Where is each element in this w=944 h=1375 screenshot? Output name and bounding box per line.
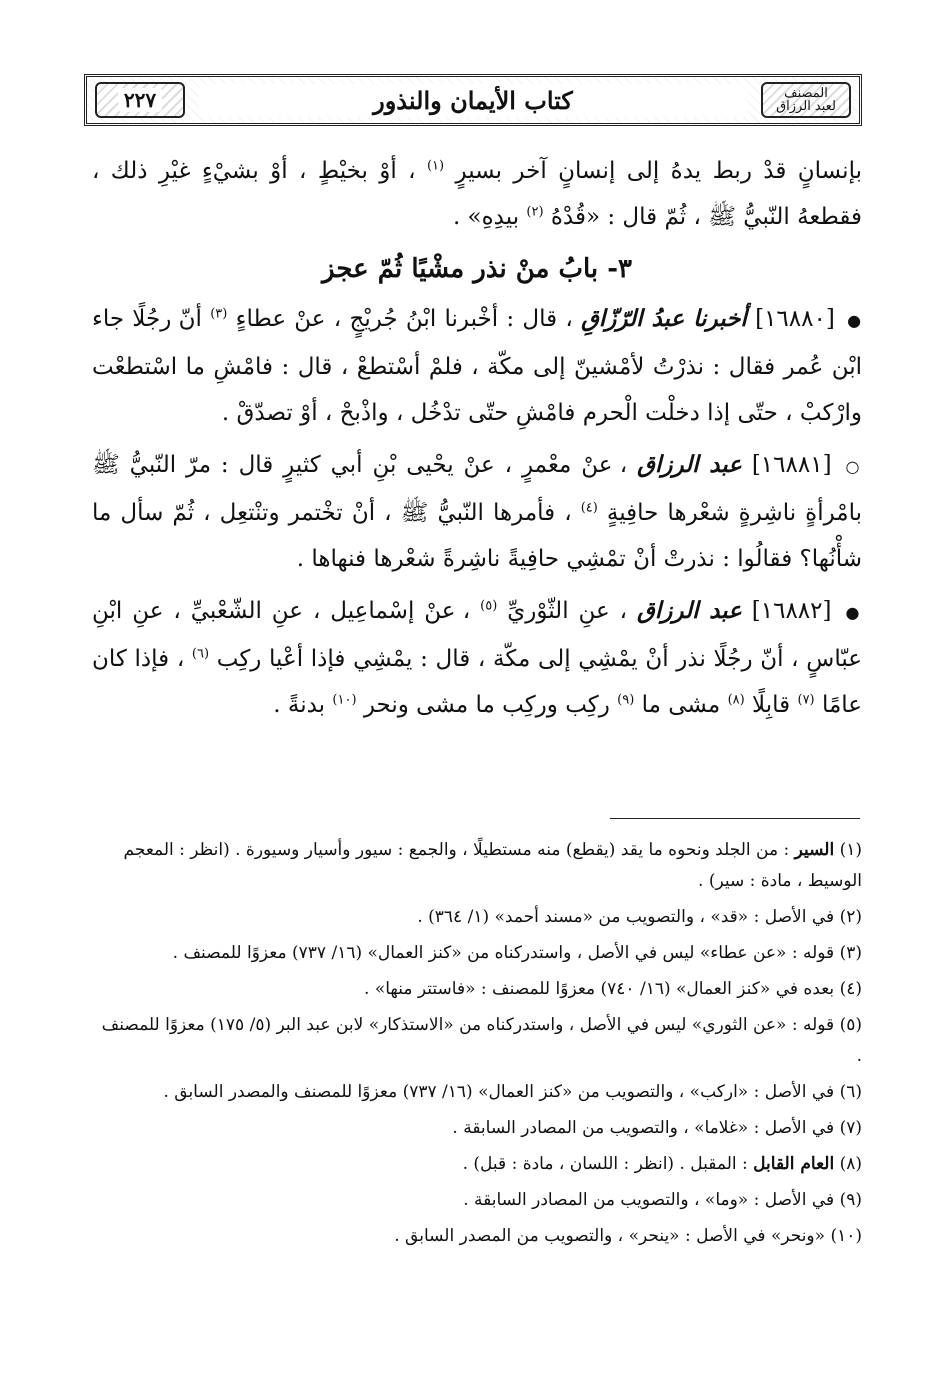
footnote-ref[interactable]: (٤) [580,500,598,516]
footnote [100,1077,862,1108]
text-segment: أنّ رجُلًا جاء ابْن عُمر فقال : نذرْتُ لأمْشينّ إلى مكّة ، فلمْ أسْتطعْ ، قال : فامْشِ ما اسْتطعْت وارْكبْ ، حتّى إذا دخلْت الْحرم فامْشِ حتّى تدْخُل ، واذْبحْ ، أوْ تصدّقْ . [92,306,862,426]
filled-circle-icon: ● [845,603,863,622]
footnote-number: (٨) [839,1154,862,1174]
emblem-text [776,87,836,113]
footnote-ref[interactable]: (١) [426,158,445,174]
footnote-number: (١) [839,840,862,860]
footnote-text: : المقبل . (انظر : اللسان ، مادة : قبل) . [462,1154,748,1174]
footnote [100,1221,862,1252]
hadith-entry [92,296,862,436]
footnote-text: في الأصل : «غلاما» ، والتصويب من المصادر السابقة . [452,1118,835,1138]
footnote [100,974,862,1005]
hadith-entry [92,588,862,728]
text-segment: بدنةً . [273,692,326,718]
hadith-number: [١٦٨٨٠] [755,306,835,332]
footnote-number: (٩) [839,1190,862,1210]
hadith-number: [١٦٨٨١] [751,452,832,478]
emblem-line-1: المصنف [784,86,828,101]
text-segment: ، فأمرها النّبيُّ ﷺ ، أنْ تخْتمر وتنْتعِل ، ثُمّ سأل ما شأْنُها؟ فقالُوا : نذرتْ أنْ تمْشِي حافِيةً ناشِرةً شعْرها فنهاها . [92,500,862,572]
footnote-ref[interactable]: (٣) [210,306,228,322]
text-segment: مشى ما [641,692,721,718]
footnote-text: بعده في «كنز العمال» (١٦/ ٧٤٠) معزوًا للمصنف : «فاستتر منها» . [364,979,835,999]
footnote-term: العام القابل [753,1154,835,1174]
footnote-ref[interactable]: (٢) [526,204,544,220]
footnote [100,835,862,897]
footnote-number: (٦) [839,1082,862,1102]
footnote-separator [610,818,860,819]
footnote-text: في الأصل : «اركب» ، والتصويب من «كنز العمال» (١٦/ ٧٣٧) معزوًا للمصنف والمصدر السابق . [163,1082,835,1102]
chapter-heading: ٣- بابُ منْ نذر مشْيًا ثُمّ عجز [322,254,632,284]
text-segment: ، عنْ إسْماعِيل ، عنِ الشّعْبيِّ ، عنِ ابْنِ عبّاسٍ ، أنّ رجُلًا نذر أنْ يمْشِي إلى مكّة ، قال : يمْشِي فإذا أعْيا ركِب [92,598,863,672]
footnote-text: في الأصل : «قد» ، والتصويب من «مسند أحمد» (١/ ٣٦٤) . [417,907,835,927]
footnote-ref[interactable]: (٨) [727,692,745,708]
footnote [100,1149,862,1180]
hadith-entry [92,442,862,582]
intro-paragraph [92,148,862,240]
footnote-number: (١٠) [830,1226,862,1246]
hadith-source: عبد الرزاق [637,597,742,624]
footnote-number: (٥) [839,1015,862,1035]
text-segment: ، عنْ معْمرٍ ، عنْ يحْيى بْنِ أبي كثيرٍ قال : مرّ النّبيُّ ﷺ بامْرأةٍ ناشِرةٍ شعْرها حافِيةٍ [92,452,863,526]
filled-circle-icon: ● [847,311,863,330]
footnote-text: في الأصل : «وما» ، والتصويب من المصادر السابقة . [463,1190,835,1210]
footnote-text: قوله : «عن عطاء» ليس في الأصل ، واستدركناه من «كنز العمال» (١٦/ ٧٣٧) معزوًا للمصنف . [172,943,835,963]
footnote-ref[interactable]: (٦) [191,646,210,662]
footnote-number: (٤) [839,979,862,999]
footnote [100,1185,862,1216]
footnote-ref[interactable]: (٥) [480,598,498,614]
footnote-number: (٧) [839,1118,862,1138]
footnote-ref[interactable]: (١٠) [332,692,357,708]
text-segment: ، أوْ بخيْطٍ ، أوْ بشيْءٍ غيْرِ ذلك ، فقطعهُ النّبيُّ ﷺ ، ثُمّ قال : «قُدْهُ [92,158,862,230]
footnote-text: : من الجلد ونحوه ما يقد (يقطع) منه مستطيلًا ، والجمع : سيور وأسيار وسيورة . (انظر : المعجم الوسيط ، مادة : سير) . [123,840,862,891]
page-number-box [95,82,185,118]
text-segment: قابِلًا [752,692,791,718]
emblem-line-2: لعبد الرزاق [776,99,836,114]
footnote [100,1113,862,1144]
footnote-ref[interactable]: (٩) [617,692,635,708]
text-segment: ، فإذا كان عامًا [92,646,862,718]
main-text [92,148,862,734]
footnote-term: السير [794,840,835,860]
hadith-source: أخبرنا عبدُ الرّزّاقِ [581,305,747,332]
text-segment: بإنسانٍ قدْ ربط يدهُ إلى إنسانٍ آخر بسيرٍ [455,158,862,184]
text-segment: ركِب وركِب ما مشى ونحر [363,692,610,718]
hadith-number: [١٦٨٨٢] [751,598,832,624]
text-segment: ، عنِ الثّوْريِّ [507,598,628,624]
footnote [100,938,862,969]
footnote [100,902,862,933]
footnote-text: «ونحر» في الأصل : «ينحر» ، والتصويب من المصدر السابق . [394,1226,826,1246]
chapter-running-title: كتاب الأيمان والنذور [199,84,747,117]
open-circle-icon: ○ [845,457,863,476]
book-emblem [761,82,851,118]
footnote-text: قوله : «عن الثوري» ليس في الأصل ، واستدركناه من «الاستذكار» لابن عبد البر (٥/ ١٧٥) معزوًا للمصنف . [101,1015,862,1066]
running-header [84,74,862,126]
hadith-source: عبد الرزاق [637,451,742,478]
footnote-number: (٢) [839,907,862,927]
page-number: ٢٢٧ [118,88,162,112]
text-segment: بيدِهِ» . [452,204,520,230]
text-segment: ، قال : أخْبرنا ابْنُ جُريْجٍ ، عنْ عطاءٍ [235,306,573,332]
footnote [100,1010,862,1072]
footnotes [100,835,862,1257]
footnote-number: (٣) [839,943,862,963]
footnote-ref[interactable]: (٧) [797,692,815,708]
